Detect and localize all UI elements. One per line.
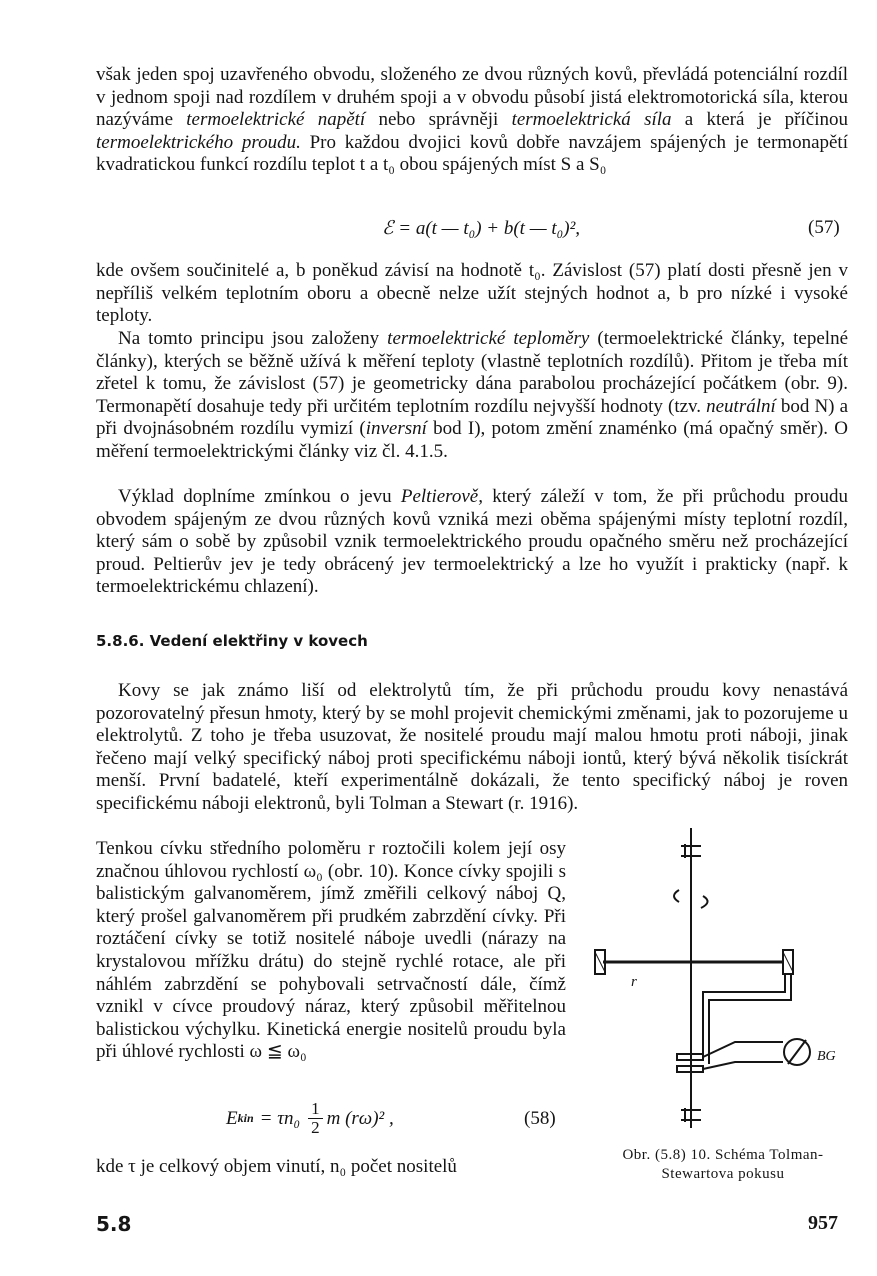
eq58-frac-num: 1 xyxy=(308,1100,323,1119)
text-run: Pro každou dvojici kovů dobře navzájem spájených je termonapětí kvadratickou funkcí rozdílu teplot t a t₀ obou spájených míst S a S₀ xyxy=(96,131,848,176)
text-run: a která je příčinou xyxy=(671,109,849,131)
text-run: Výklad doplníme zmínkou o jevu xyxy=(118,486,401,507)
caption-line-1: Obr. (5.8) 10. Schéma Tolman- xyxy=(622,1147,824,1163)
paragraph-tolman-experiment: Tenkou cívku středního poloměru r roztočili kolem její osy značnou úhlovou rychlostí ω₀ (obr. 10). Konce cívky spojili s balistickým galvanoměrem, jímž změřili celkový náboj Q, který prošel galvanoměrem při prudkém zabrzdění cívky. Při roztáčení cívky se totiž nositelé náboje uvedli (nárazy na krystalovou mřížku drátu) do stejně rychlé rotace, ale při náhlém zabrzdění se pohybovali setrvačností dále, čímž vznikl v cívce proudový náraz, který způsobil měřitelnou balistickou výchylku. Kinetická energie nositelů proudu byla při úhlové rychlosti ω ≦ ω₀ xyxy=(96,838,566,1063)
eq58-frac-den: 2 xyxy=(311,1118,320,1137)
caption-line-2: Stewartova pokusu xyxy=(661,1166,785,1182)
text-run: Na tomto principu jsou založeny xyxy=(118,328,388,349)
figure-caption xyxy=(590,1146,856,1184)
paragraph-thermometers xyxy=(96,328,848,464)
tolman-stewart-diagram xyxy=(585,826,857,1138)
section-heading: 5.8.6. Vedení elektřiny v kovech xyxy=(96,632,368,650)
text-run: který záleží v tom, že při průchodu proudu obvodem spájeným ze dvou různých kovů vzniká mezi oběma spájenými místy teplotní rozdíl, který sám o sobě by způsobil vznik termoelektrického proudu opačného směru než procházející proud. Peltierův jev je tedy obrácený jev termoelektrický a lze ho využít i prakticky (např. k termoelektrickému chlazení). xyxy=(96,486,848,598)
lead-wire-2 xyxy=(709,974,791,1064)
emphasis: termoelektrické napětí xyxy=(186,109,366,131)
text-run: však jeden spoj uzavřeného obvodu, složeného ze dvou různých kovů, převládá potenciální rozdíl v jednom spoji nad rozdílem v druhém spoji a v obvodu působí jistá elektromotorická síla, kterou nazýváme xyxy=(96,64,848,131)
text-run: bod I), potom změní znaménko (má opačný směr). O měření termoelektrickými články viz čl. 4.1.5. xyxy=(96,418,848,462)
emphasis: termoelektrická síla xyxy=(511,109,672,131)
equation-57: ℰ = a(t — t₀) + b(t — t₀)², xyxy=(382,218,581,239)
equation-58-number: (58) xyxy=(524,1108,556,1129)
galvanometer-wire-2 xyxy=(703,1062,783,1069)
label-r: r xyxy=(631,974,637,990)
emphasis: termoelektrické teploměry xyxy=(387,328,590,349)
emphasis: Peltierově, xyxy=(400,486,483,507)
footer-section-number: 5.8 xyxy=(96,1212,132,1236)
emphasis: termoelektrického proudu. xyxy=(96,131,301,153)
label-bg: BG xyxy=(817,1049,836,1064)
text-run: nebo správněji xyxy=(365,109,512,131)
equation-57-number: (57) xyxy=(808,217,840,238)
emphasis: inversní xyxy=(365,418,427,440)
eq58-lhs-sub: kin xyxy=(237,1111,254,1125)
text-run: (termoelektrické články, tepelné články), kterých se běžně užívá k měření teploty (vlastně teplotních rozdílů). Přitom je třeba mít zřetel k tomu, že závislost (57) je geometricky dána parabolou procházející počátkem (obr. 9). Termonapětí dosahuje tedy při určitém teplotním rozdílu nejvyšší hodnoty (tzv. xyxy=(96,328,849,417)
text-run: bod N) a při dvojnásobném rozdílu vymizí ( xyxy=(96,395,848,440)
page-number: 957 xyxy=(808,1212,838,1234)
paragraph-metals-conduction: Kovy se jak známo liší od elektrolytů tím, že při průchodu proudu kovy nenastává pozorovatelný přesun hmoty, který by se mohl projevit chemickými změnami, jak to pozorujeme u elektrolytů. Z toho je třeba usuzovat, že nositelé proudu mají malou hmotu proti náboji, jinak řečeno mají velký specifický náboj proti specifickému náboji iontů, který bývá několik tisíckrát menší. První badatelé, kteří experimentálně dokázali, že tento specifický náboj je roven specifickému náboji elektronů, byli Tolman a Stewart (r. 1916). xyxy=(96,680,848,814)
paragraph-thermoelectric-voltage xyxy=(96,64,848,177)
eq58-equals: = τn₀ xyxy=(259,1107,301,1129)
eq58-rhs: m (rω)² , xyxy=(326,1107,394,1129)
paragraph-peltier xyxy=(96,486,848,599)
paragraph-continuation: kde τ je celkový objem vinutí, n₀ počet nositelů xyxy=(96,1156,457,1177)
emphasis: neutrální xyxy=(706,395,776,417)
galvanometer-wire-1 xyxy=(703,1042,783,1057)
eq58-fraction xyxy=(308,1100,323,1137)
paragraph-coefficients: kde ovšem součinitelé a, b poněkud závisí na hodnotě t₀. Závislost (57) platí dosti přesně jen v nepříliš velkém teplotním oboru a obecně nelze užít stejných hodnot a, b pro nízké i vysoké teploty. xyxy=(96,260,848,327)
equation-58 xyxy=(226,1100,394,1137)
lead-wire-1 xyxy=(703,974,785,1056)
eq58-lhs: E xyxy=(226,1107,238,1129)
